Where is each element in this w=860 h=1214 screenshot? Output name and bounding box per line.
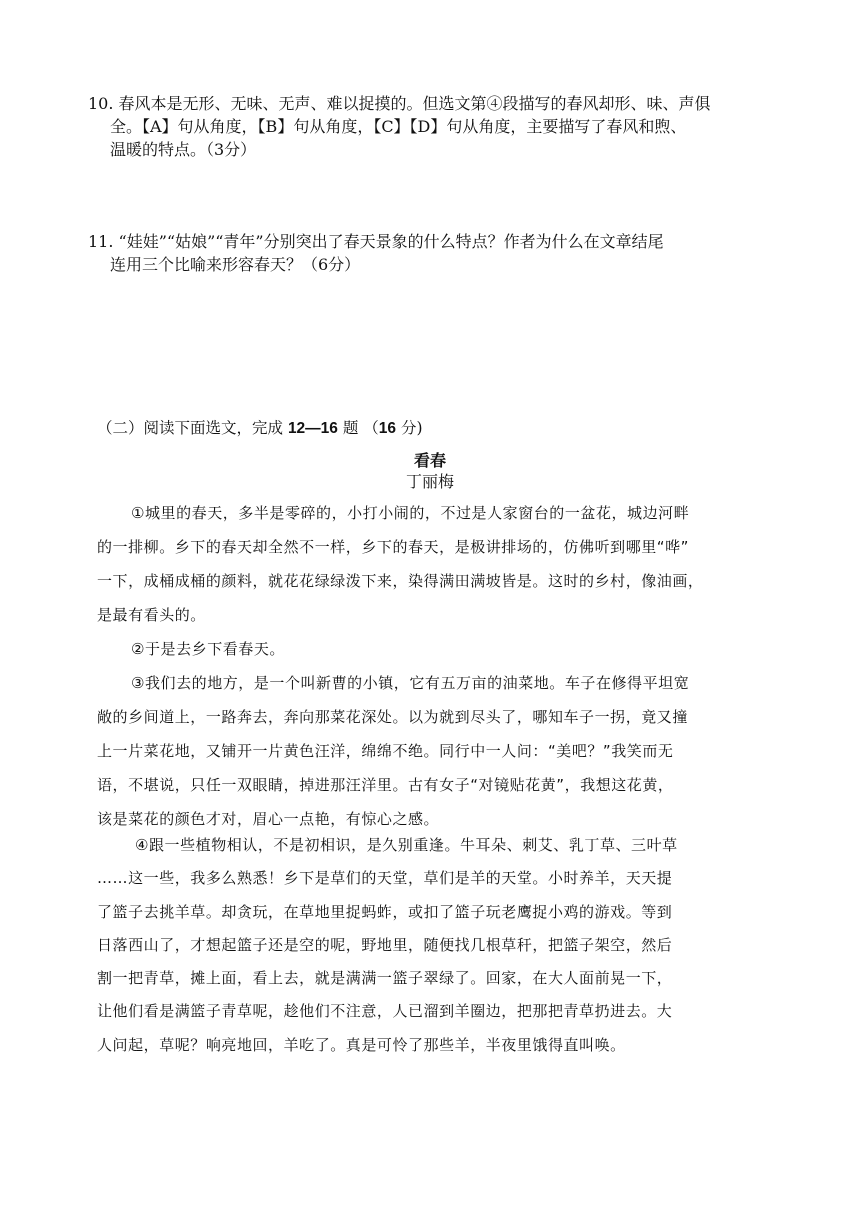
paragraph-line: 该是菜花的颜色才对，眉心一点艳，有惊心之感。 xyxy=(97,810,440,828)
paragraph-line: ……这一些，我多么熟悉！乡下是草们的天堂，草们是羊的天堂。小时养羊，天天提 xyxy=(97,869,673,888)
paragraph-line: 让他们看是满篮子青草呢，趁他们不注意，人已溜到羊圈边，把那把青草扔进去。大 xyxy=(97,1002,673,1021)
section-middle: 题 （ xyxy=(337,419,379,437)
section-range: 12—16 xyxy=(287,420,338,437)
paragraph-line: 一下，成桶成桶的颜料，就花花绿绿泼下来，染得满田满坡皆是。这时的乡村，像油画， xyxy=(97,572,704,590)
paragraph-2 xyxy=(97,632,285,666)
paragraph-line: 了篮子去挑羊草。却贪玩，在草地里捉蚂蚱，或扣了篮子玩老鹰捉小鸡的游戏。等到 xyxy=(97,902,673,921)
section-suffix: 分) xyxy=(396,419,423,437)
paragraph-line: 割一把青草，摊上面，看上去，就是满满一篮子翠绿了。回家，在大人面前晃一下， xyxy=(97,969,673,988)
paragraph-line: 的一排柳。乡下的春天却全然不一样，乡下的春天，是极讲排场的，仿佛听到哪里“哗” xyxy=(97,538,689,556)
question-10-line: 温暖的特点。（3分） xyxy=(110,140,257,159)
question-10-line: 10. 春风本是无形、无味、无声、难以捉摸的。但选文第④段描写的春风却形、味、声俱 xyxy=(88,94,711,113)
paragraph-line: ④跟一些植物相认，不是初相识，是久别重逢。牛耳朵、刺艾、乳丁草、三叶草 xyxy=(135,836,678,854)
paragraph-1 xyxy=(97,496,703,632)
paragraph-line: 人问起，草呢？响亮地回，羊吃了。真是可怜了那些羊，半夜里饿得直叫唤。 xyxy=(97,1035,626,1054)
paragraph-line: 敞的乡间道上，一路奔去，奔向那菜花深处。以为就到尽头了，哪知车子一拐，竟又撞 xyxy=(97,708,688,726)
question-11-line: 连用三个比喻来形容春天？（6分） xyxy=(110,255,361,274)
article-title: 看春 xyxy=(413,451,446,470)
article-author: 丁丽梅 xyxy=(405,472,454,491)
question-10 xyxy=(88,92,788,161)
paragraph-line: 语，不堪说，只任一双眼睛，掉进那汪洋里。古有女子“对镜贴花黄”，我想这花黄， xyxy=(97,776,674,794)
question-10-line: 全。【A】句从角度，【B】句从角度，【C】【D】句从角度，主要描写了春风和煦、 xyxy=(110,117,687,136)
paragraph-4 xyxy=(97,829,678,1062)
question-11-line: 11. “娃娃”“姑娘”“青年”分别突出了春天景象的什么特点？作者为什么在文章结尾 xyxy=(88,232,664,251)
question-11 xyxy=(88,230,788,276)
paragraph-line: ③我们去的地方，是一个叫新曹的小镇，它有五万亩的油菜地。车子在修得平坦宽 xyxy=(131,674,690,692)
paragraph-line: ①城里的春天，多半是零碎的，小打小闹的，不过是人家窗台的一盆花，城边河畔 xyxy=(131,504,690,522)
paragraph-line: 上一片菜花地，又铺开一片黄色汪洋，绵绵不绝。同行中一人问：“美吧？”我笑而无 xyxy=(97,742,674,760)
section-score: 16 xyxy=(378,420,397,437)
paragraph-3 xyxy=(97,666,689,836)
paragraph-line: 日落西山了，才想起篮子还是空的呢，野地里，随便找几根草秆，把篮子架空，然后 xyxy=(97,935,673,954)
paragraph-line: ②于是去乡下看春天。 xyxy=(131,640,285,658)
paragraph-line: 是最有看头的。 xyxy=(97,606,206,624)
section-heading xyxy=(97,417,423,440)
section-prefix: （二）阅读下面选文，完成 xyxy=(97,419,288,437)
